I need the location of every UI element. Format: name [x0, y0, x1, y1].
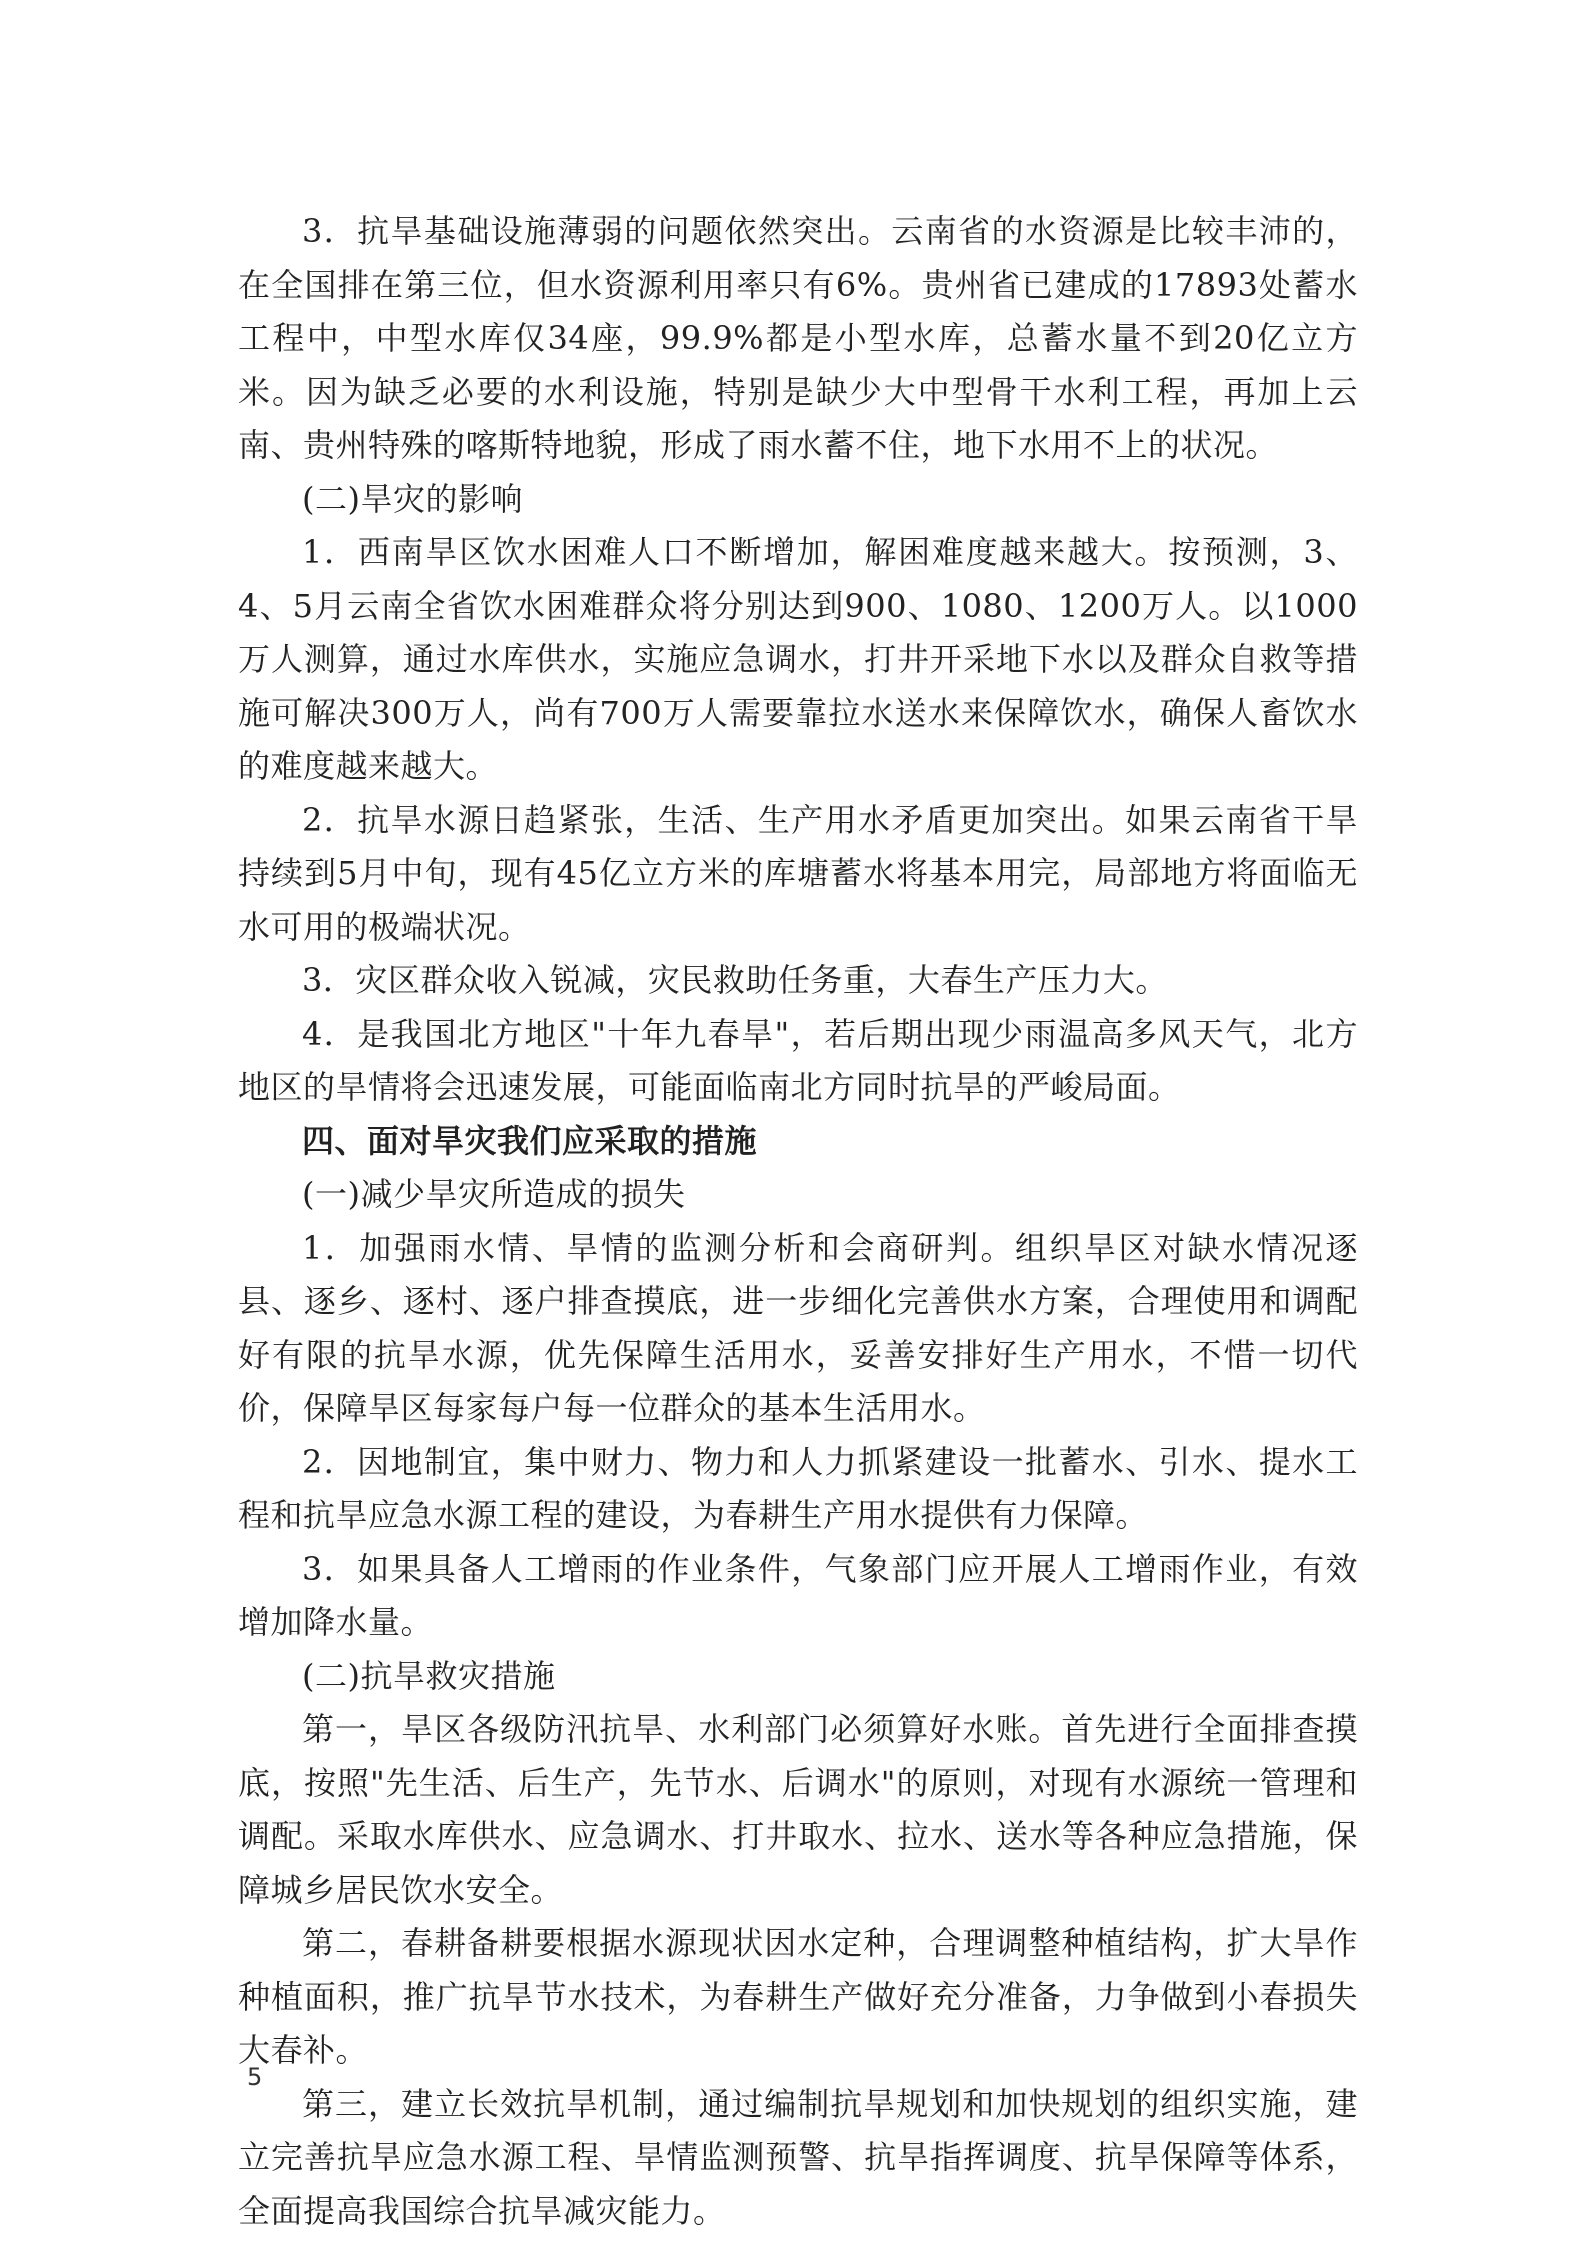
section-heading-measures: 四、面对旱灾我们应采取的措施	[302, 1121, 758, 1160]
paragraph-drinking-water-difficulty: 1．西南旱区饮水困难人口不断增加，解困难度越来越大。按预测，3、4、5月云南全省饮水困难群众将分别达到900、1080、1200万人。以1000万人测算，通过水库供水，实施应急调水，打井开采地下水以及群众自救等措施可解决300万人，尚有700万人需要靠拉水送水来保障饮水，确保人畜饮水的难度越来越大。	[238, 533, 1358, 785]
paragraph-monitoring-analysis: 1．加强雨水情、旱情的监测分析和会商研判。组织旱区对缺水情况逐县、逐乡、逐村、逐户排查摸底，进一步细化完善供水方案，合理使用和调配好有限的抗旱水源，优先保障生活用水，妥善安排好生产用水，不惜一切代价，保障旱区每家每户每一位群众的基本生活用水。	[238, 1228, 1358, 1427]
subheading-relief-measures: (二)抗旱救灾措施	[302, 1656, 556, 1695]
paragraph-artificial-rain: 3．如果具备人工增雨的作业条件，气象部门应开展人工增雨作业，有效增加降水量。	[238, 1549, 1358, 1641]
paragraph-northern-spring-drought: 4．是我国北方地区"十年九春旱"，若后期出现少雨温高多风天气，北方地区的旱情将会迅速发展，可能面临南北方同时抗旱的严峻局面。	[238, 1014, 1358, 1106]
subheading-reduce-losses: (一)减少旱灾所造成的损失	[302, 1175, 686, 1213]
paragraph-measure-first: 第一，旱区各级防汛抗旱、水利部门必须算好水账。首先进行全面排查摸底，按照"先生活、后生产，先节水、后调水"的原则，对现有水源统一管理和调配。采取水库供水、应急调水、打井取水、拉水、送水等各种应急措施，保障城乡居民饮水安全。	[238, 1710, 1358, 1909]
page-number: 5	[247, 2063, 263, 2091]
paragraph-measure-third: 第三，建立长效抗旱机制，通过编制抗旱规划和加快规划的组织实施，建立完善抗旱应急水源工程、旱情监测预警、抗旱指挥调度、抗旱保障等体系，全面提高我国综合抗旱减灾能力。	[238, 2084, 1358, 2230]
document-body	[238, 205, 1358, 2238]
paragraph-measure-second: 第二，春耕备耕要根据水源现状因水定种，合理调整种植结构，扩大旱作种植面积，推广抗旱节水技术，为春耕生产做好充分准备，力争做到小春损失大春补。	[238, 1924, 1358, 2069]
paragraph-water-projects: 2．因地制宜，集中财力、物力和人力抓紧建设一批蓄水、引水、提水工程和抗旱应急水源工程的建设，为春耕生产用水提供有力保障。	[238, 1442, 1358, 1534]
paragraph-water-source-shortage: 2．抗旱水源日趋紧张，生活、生产用水矛盾更加突出。如果云南省干旱持续到5月中旬，现有45亿立方米的库塘蓄水将基本用完，局部地方将面临无水可用的极端状况。	[238, 800, 1358, 946]
subheading-drought-impact: (二)旱灾的影响	[302, 479, 523, 518]
paragraph-income-reduction: 3．灾区群众收入锐减，灾民救助任务重，大春生产压力大。	[302, 961, 1168, 999]
paragraph-infrastructure-weakness: 3．抗旱基础设施薄弱的问题依然突出。云南省的水资源是比较丰沛的，在全国排在第三位，但水资源利用率只有6%。贵州省已建成的17893处蓄水工程中，中型水库仅34座，99.9%都是小型水库，总蓄水量不到20亿立方米。因为缺乏必要的水利设施，特别是缺少大中型骨干水利工程，再加上云南、贵州特殊的喀斯特地貌，形成了雨水蓄不住，地下水用不上的状况。	[238, 212, 1358, 464]
